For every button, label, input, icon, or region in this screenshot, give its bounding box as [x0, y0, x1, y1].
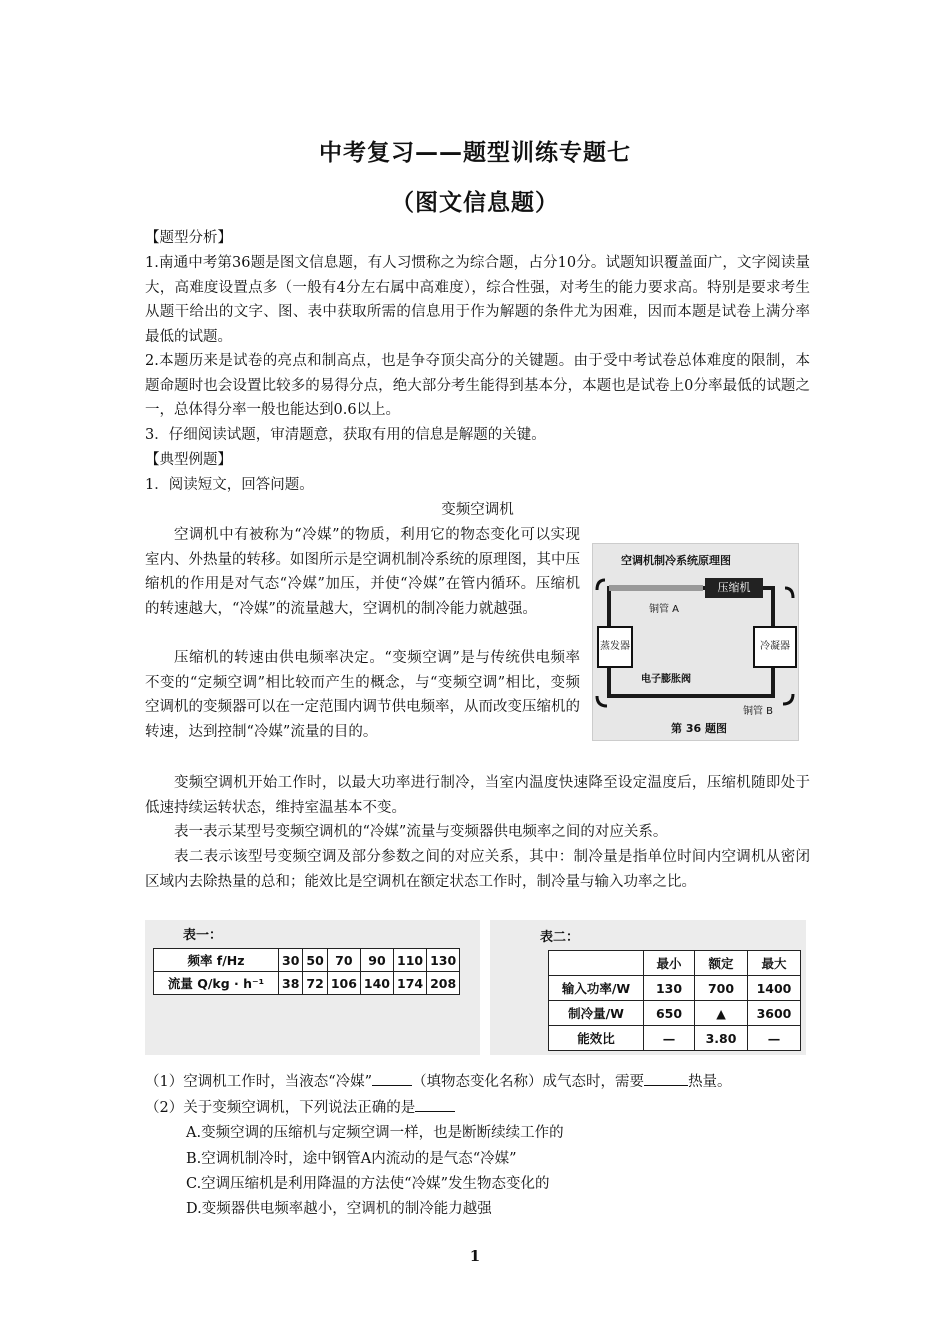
table-cell: 174 [394, 972, 427, 995]
table-2 [548, 950, 801, 1051]
table-header-cell: 最大 [748, 951, 801, 976]
table-header-cell: 最小 [644, 951, 695, 976]
table-header-cell [549, 951, 644, 976]
table-cell: 30 [279, 949, 303, 972]
table-cell: 106 [327, 972, 360, 995]
page-number: 1 [469, 1247, 481, 1265]
table-cell: 50 [303, 949, 327, 972]
compressor-box: 压缩机 [705, 578, 763, 598]
question-1-1-part-b: （填物态变化名称）成气态时，需要 [412, 1074, 645, 1090]
expansion-valve-label: 电子膨胀阀 [641, 674, 691, 685]
option-c: C.空调压缩机是利用降温的方法使“冷媒”发生物态变化的 [186, 1176, 550, 1192]
table-1-panel [145, 920, 480, 1055]
article-paragraph-4: 表一表示某型号变频空调机的“冷媒”流量与变频器供电频率之间的对应关系。 [174, 824, 668, 840]
page-title: 中考复习——题型训练专题七 [319, 140, 631, 166]
table-cell: 38 [279, 972, 303, 995]
evaporator-box: 蒸发器 [597, 626, 633, 668]
table-row [154, 972, 460, 995]
table-cell: 3600 [748, 1001, 801, 1026]
option-b: B.空调机制冷时，途中钢管A内流动的是气态“冷媒” [186, 1151, 517, 1167]
table-cell: 1400 [748, 976, 801, 1001]
table-cell: 70 [327, 949, 360, 972]
table-cell: ▲ [695, 1001, 748, 1026]
table-cell: — [644, 1026, 695, 1051]
analysis-paragraph-3: 3．仔细阅读试题，审清题意，获取有用的信息是解题的关键。 [145, 427, 546, 443]
pipe-a-label: 铜管 A [649, 604, 680, 615]
table-cell: 输入功率/W [549, 976, 644, 1001]
article-paragraph-1: 空调机中有被称为“冷媒”的物质，利用它的物态变化可以实现室内、外热量的转移。如图所示是空调机制冷系统的原理图，其中压缩机的作用是对气态“冷媒”加压，并使“冷媒”在管内循环。压缩机的转速越大，“冷媒”的流量越大，空调机的制冷能力就越强。 [145, 527, 580, 617]
pipe-b-label: 铜管 B [743, 706, 774, 717]
table-1-label: 表一： [183, 928, 223, 943]
analysis-paragraph-1: 1.南通中考第36题是图文信息题，有人习惯称之为综合题，占分10分。试题知识覆盖面广，文字阅读量大，高难度设置点多（一般有4分左右属中高难度），综合性强，对考生的能力要求高。特别是要求考生从题干给出的文字、图、表中获取所需的信息用于作为解题的条件尤为困难，因而本题是试卷上满分率最低的试题。 [145, 255, 810, 345]
answer-blank-1[interactable] [372, 1071, 412, 1086]
table-2-label: 表二： [540, 930, 580, 945]
examples-header: 【典型例题】 [145, 452, 232, 468]
table-cell: — [748, 1026, 801, 1051]
table-row [549, 1026, 801, 1051]
table-row [549, 951, 801, 976]
table-cell: 208 [427, 972, 460, 995]
page-subtitle: （图文信息题） [391, 190, 559, 216]
table-cell: 130 [427, 949, 460, 972]
table-cell: 110 [394, 949, 427, 972]
question-1-intro: 1．阅读短文，回答问题。 [145, 477, 314, 493]
figure-caption: 第 36 题图 [671, 722, 727, 735]
table-cell: 72 [303, 972, 327, 995]
article-paragraph-5: 表二表示该型号变频空调及部分参数之间的对应关系，其中：制冷量是指单位时间内空调机从密闭区域内去除热量的总和；能效比是空调机在额定状态工作时，制冷量与输入功率之比。 [145, 849, 810, 890]
table-row [154, 949, 460, 972]
analysis-header: 【题型分析】 [145, 230, 232, 246]
table-cell: 能效比 [549, 1026, 644, 1051]
analysis-paragraph-2: 2.本题历来是试卷的亮点和制高点，也是争夺顶尖高分的关键题。由于受中考试卷总体难度的限制，本题命题时也会设置比较多的易得分点，绝大部分考生能得到基本分，本题也是试卷上0分率最低的试题之一，总体得分率一般也能达到0.6以上。 [145, 353, 810, 418]
answer-blank-3[interactable] [415, 1097, 455, 1112]
table-cell: 650 [644, 1001, 695, 1026]
question-1-2 [145, 1096, 810, 1121]
diagram-title: 空调机制冷系统原理图 [621, 554, 731, 567]
table-row [549, 976, 801, 1001]
question-1-2-text: （2）关于变频空调机，下列说法正确的是 [145, 1100, 416, 1116]
refrigeration-diagram [592, 543, 799, 741]
question-1-1-part-a: （1）空调机工作时，当液态“冷媒” [145, 1074, 373, 1090]
table-cell: 流量 Q/kg · h⁻¹ [154, 972, 279, 995]
table-cell: 700 [695, 976, 748, 1001]
option-d: D.变频器供电频率越小，空调机的制冷能力越强 [186, 1201, 492, 1217]
condenser-box: 冷凝器 [753, 626, 797, 668]
table-header-cell: 额定 [695, 951, 748, 976]
table-cell: 频率 f/Hz [154, 949, 279, 972]
table-row [549, 1001, 801, 1026]
question-1-1 [145, 1070, 810, 1095]
table-cell: 140 [360, 972, 393, 995]
answer-blank-2[interactable] [644, 1071, 688, 1086]
article-title: 变频空调机 [441, 502, 514, 518]
table-2-panel [490, 920, 806, 1055]
table-cell: 130 [644, 976, 695, 1001]
article-paragraph-2: 压缩机的转速由供电频率决定。“变频空调”是与传统供电频率不变的“定频空调”相比较而产生的概念，与“变频空调”相比，变频空调机的变频器可以在一定范围内调节供电频率，从而改变压缩机的转速，达到控制“冷媒”流量的目的。 [145, 650, 580, 740]
table-1 [153, 948, 460, 995]
table-cell: 3.80 [695, 1026, 748, 1051]
option-a: A.变频空调的压缩机与定频空调一样，也是断断续续工作的 [186, 1125, 564, 1141]
article-paragraph-3: 变频空调机开始工作时，以最大功率进行制冷，当室内温度快速降至设定温度后，压缩机随即处于低速持续运转状态，维持室温基本不变。 [145, 775, 810, 816]
table-cell: 制冷量/W [549, 1001, 644, 1026]
question-1-1-part-c: 热量。 [688, 1074, 732, 1090]
table-cell: 90 [360, 949, 393, 972]
